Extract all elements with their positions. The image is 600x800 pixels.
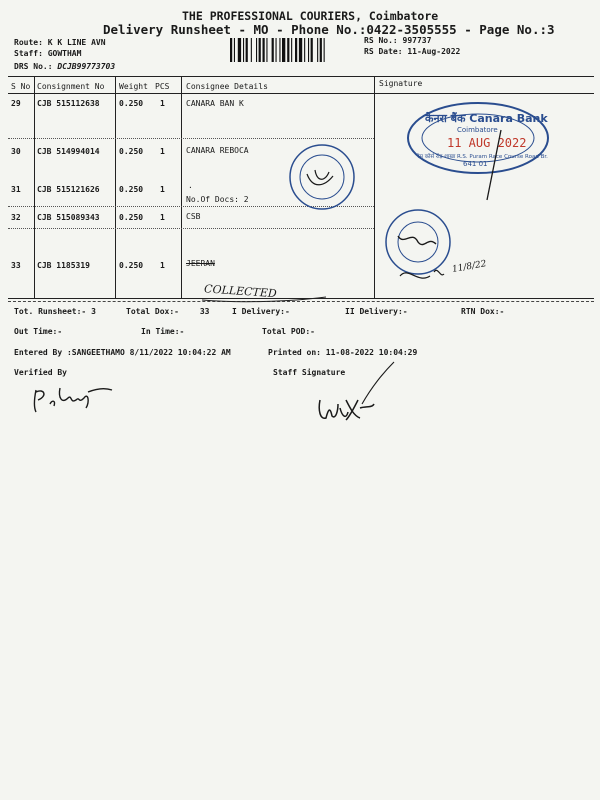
canara-branch: रेस कोर्स रोड़ शाखा R.S. Puram Race Course Road Br.	[417, 154, 548, 160]
tot-runsheet: Tot. Runsheet:- 3	[14, 307, 96, 316]
col-divider	[374, 76, 375, 298]
table-row-consignment: CJB 515112638	[37, 99, 100, 108]
table-row-weight: 0.250	[119, 147, 144, 156]
entered-by: Entered By :SANGEETHAMO 8/11/2022 10:04:22 AM	[14, 348, 231, 357]
table-row-sno: 30	[11, 147, 21, 156]
table-row-pcs: 1	[160, 185, 165, 194]
runsheet-title: Delivery Runsheet - MO - Phone No.:0422-3505555 - Page No.:3	[103, 22, 555, 37]
table-row-consignee: CANARA REBOCA	[186, 146, 249, 155]
total-dox-value: 33	[199, 307, 210, 316]
barcode	[230, 38, 355, 64]
header-consignment: Consignment No	[37, 82, 105, 91]
table-row-consignee: CSB	[186, 212, 201, 221]
verified-signature	[28, 382, 118, 422]
canara-pin: 641 01	[463, 160, 488, 168]
table-top-rule	[8, 76, 594, 77]
staff-signature	[310, 360, 400, 430]
table-row-pcs: 1	[160, 261, 165, 270]
round-seal-stamp	[285, 142, 361, 214]
canara-name: केनरा बैंक Canara Bank	[425, 112, 548, 125]
out-time: Out Time:-	[14, 327, 63, 336]
table-row-weight: 0.250	[119, 99, 144, 108]
canara-date: 11 AUG 2022	[447, 136, 527, 150]
header-consignee: Consignee Details	[186, 82, 268, 91]
table-row-consignee: CANARA BAN K	[186, 99, 244, 108]
table-row-docs: No.Of Docs: 2	[186, 195, 249, 204]
i-delivery: I Delivery:-	[232, 307, 290, 316]
route-label: Route: K K LINE AVN	[14, 38, 106, 47]
in-time: In Time:-	[141, 327, 185, 336]
header-pcs: PCS	[155, 82, 170, 91]
header-weight: Weight	[119, 82, 148, 91]
handwritten-date: 11/8/22	[451, 259, 488, 275]
table-header-rule	[8, 93, 594, 94]
table-row-pcs: 1	[160, 213, 165, 222]
col-divider	[115, 76, 116, 298]
rtn-dox: RTN Dox:-	[461, 307, 505, 316]
rs-date: RS Date: 11-Aug-2022	[364, 47, 461, 56]
printed-on: Printed on: 11-08-2022 10:04:29	[268, 348, 418, 357]
col-divider	[181, 76, 182, 298]
header-sno: S No	[11, 82, 31, 91]
table-row-weight: 0.250	[119, 185, 144, 194]
canara-city: Coimbatore	[457, 126, 498, 134]
table-row-consignment: CJB 1185319	[37, 261, 90, 270]
header-signature: Signature	[379, 79, 423, 88]
collected-text: COLLECTED	[203, 282, 278, 301]
col-divider	[34, 76, 35, 298]
table-row-consignment: CJB 515121626	[37, 185, 100, 194]
table-row-consignment: CJB 515089343	[37, 213, 100, 222]
row-rule	[8, 138, 374, 139]
row-rule	[8, 228, 374, 229]
total-dox	[126, 307, 209, 316]
drs-number: DCJB99773703	[57, 62, 116, 71]
table-row-consignee: JEERAN	[186, 259, 215, 268]
table-row-consignment: CJB 514994014	[37, 147, 100, 156]
total-dox-label: Total Dox:-	[126, 307, 179, 316]
rs-number: RS No.: 997737	[364, 36, 432, 45]
drs-caption: DRS No.:	[14, 62, 53, 71]
table-row-consignee: .	[188, 181, 193, 190]
table-row-pcs: 1	[160, 147, 165, 156]
company-title: THE PROFESSIONAL COURIERS, Coimbatore	[182, 9, 439, 23]
verified-by: Verified By	[14, 368, 67, 377]
table-row-weight: 0.250	[119, 213, 144, 222]
total-pod: Total POD:-	[262, 327, 315, 336]
table-row-sno: 32	[11, 213, 21, 222]
ii-delivery: II Delivery:-	[345, 307, 408, 316]
drs-label	[14, 62, 115, 71]
canara-bank-stamp	[405, 100, 555, 180]
table-row-sno: 31	[11, 185, 21, 194]
table-row-sno: 29	[11, 99, 21, 108]
staff-signature-label: Staff Signature	[273, 368, 346, 377]
collected-handwriting	[198, 283, 328, 303]
table-row-pcs: 1	[160, 99, 165, 108]
table-row-sno: 33	[11, 261, 21, 270]
table-row-weight: 0.250	[119, 261, 144, 270]
staff-label: Staff: GOWTHAM	[14, 49, 82, 58]
